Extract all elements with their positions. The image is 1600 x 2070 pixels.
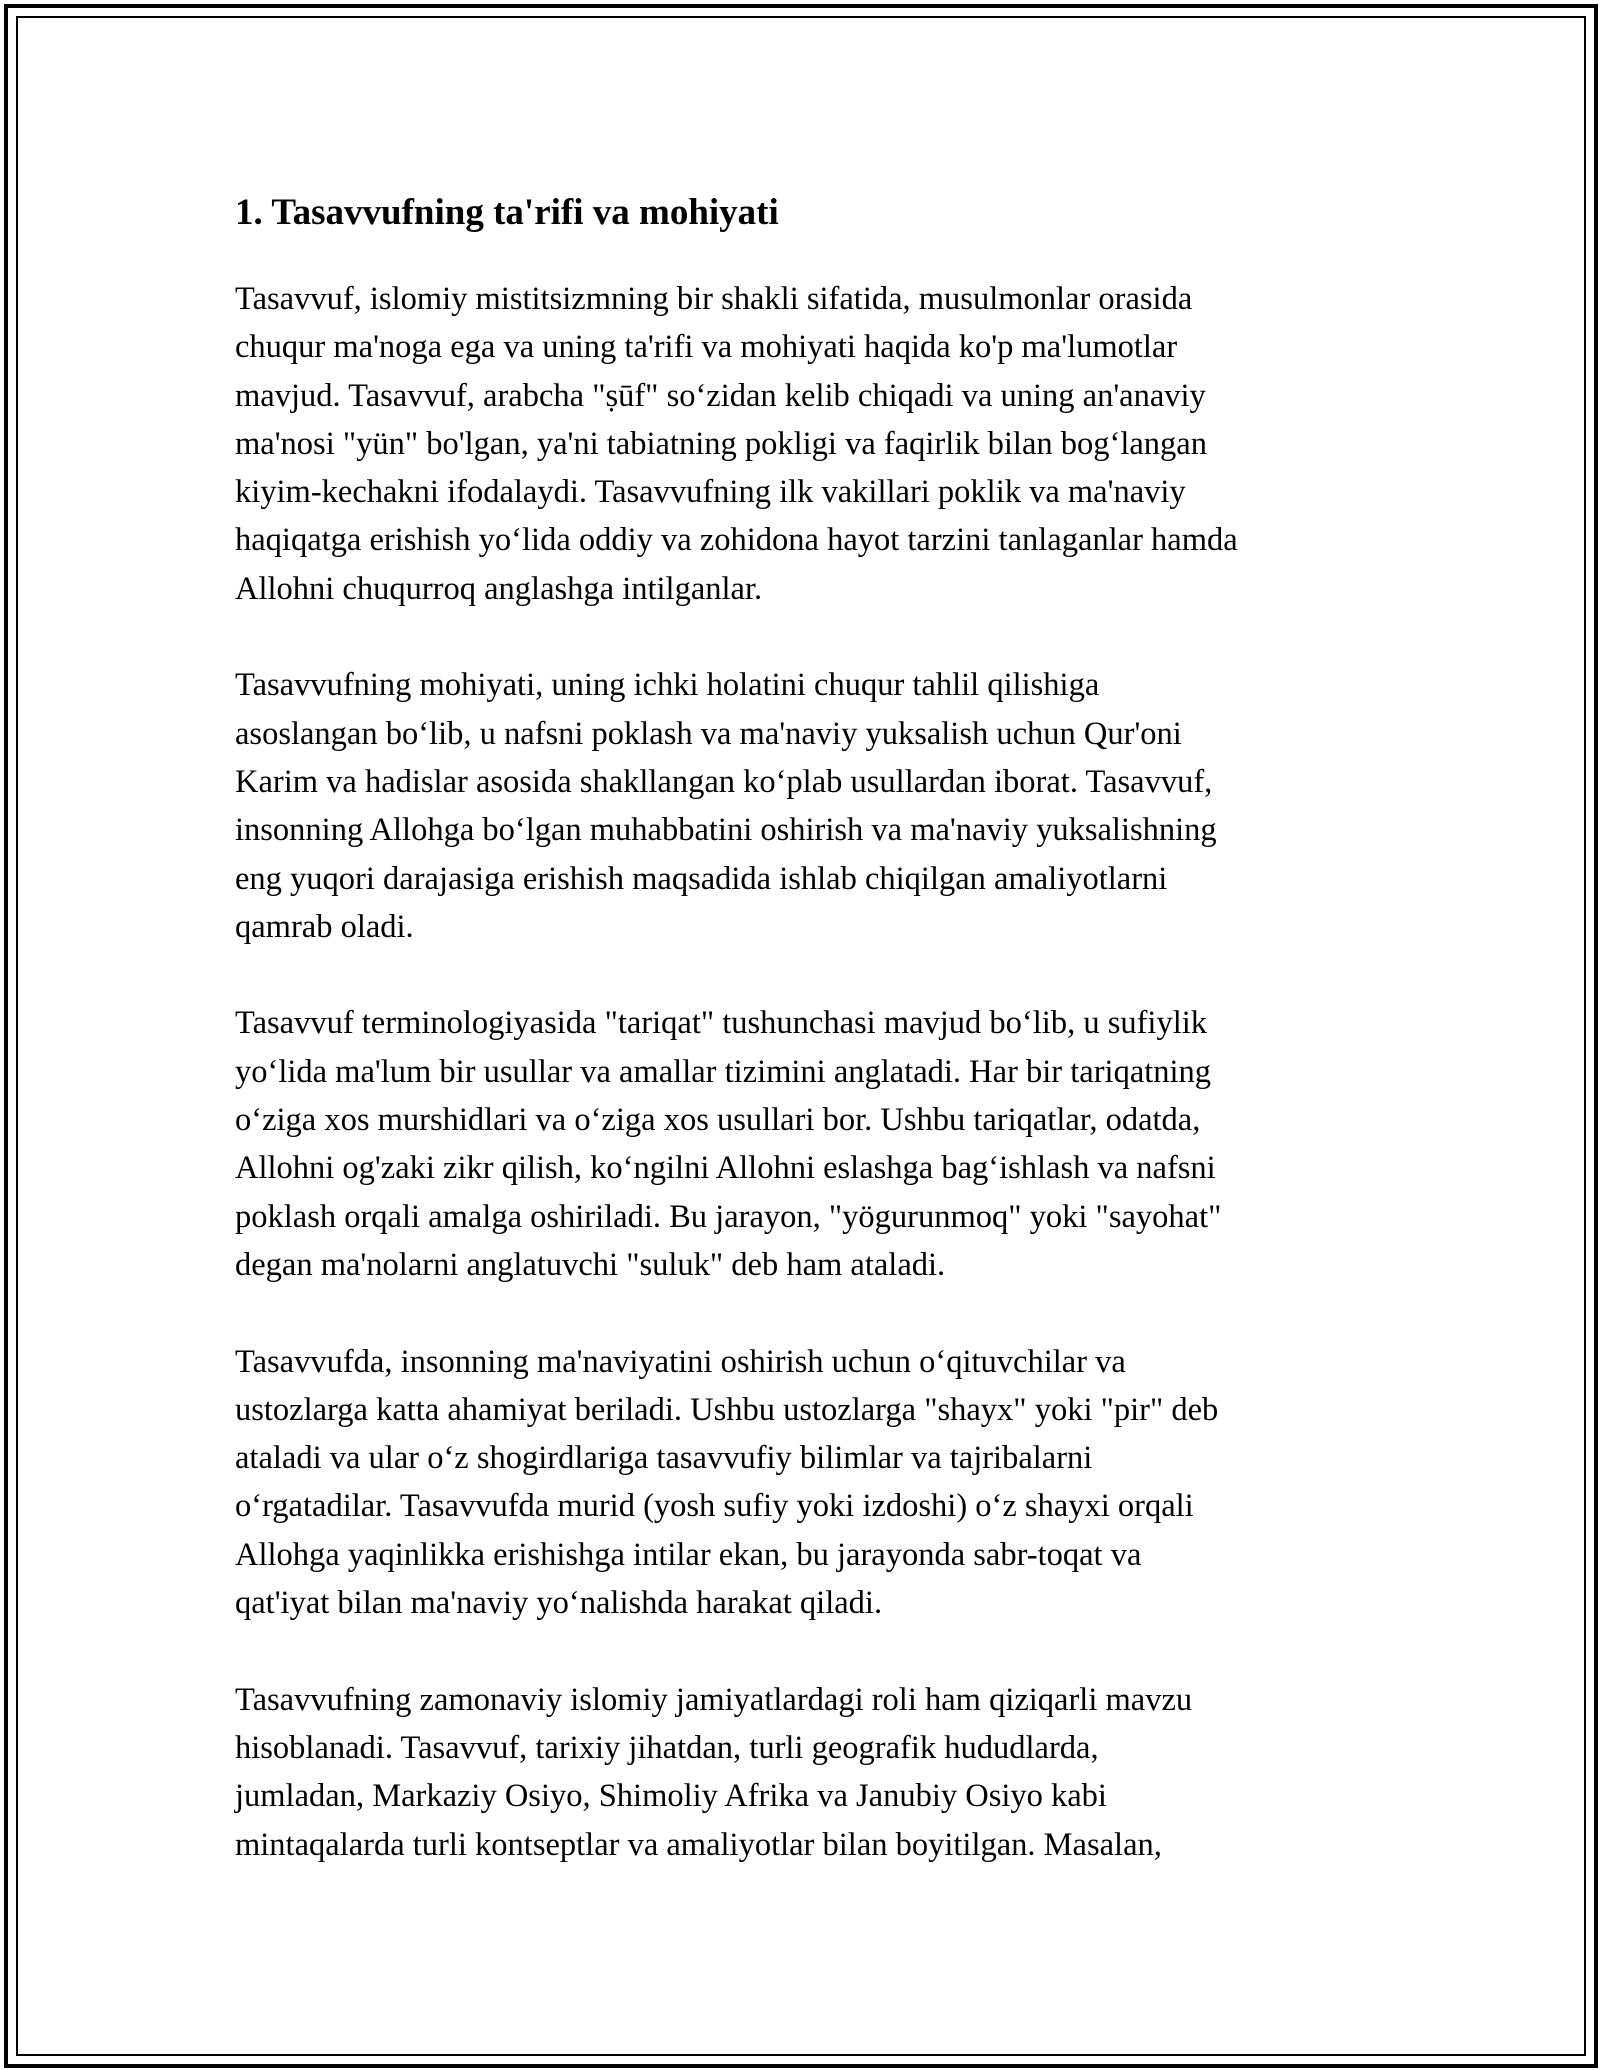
text-line: Allohni chuqurroq anglashga intilganlar. [235,570,763,607]
paragraph [235,661,1375,951]
text-line: Allohga yaqinlikka erishishga intilar ekan, bu jarayonda sabr-toqat va [235,1536,1142,1573]
text-line: qat'iyat bilan ma'naviy yo‘nalishda harakat qiladi. [235,1585,883,1622]
text-line: asoslangan bo‘lib, u nafsni poklash va ma'naviy yuksalish uchun Qur'oni [235,715,1182,752]
text-line: o‘rgatadilar. Tasavvufda murid (yosh sufiy yoki izdoshi) o‘z shayxi orqali [235,1488,1194,1525]
text-line: insonning Allohga bo‘lgan muhabbatini oshirish va ma'naviy yuksalishning [235,812,1217,849]
text-line: mavjud. Tasavvuf, arabcha "ṣūf" so‘zidan kelib chiqadi va uning an'anaviy [235,377,1206,414]
text-line: eng yuqori darajasiga erishish maqsadida ishlab chiqilgan amaliyotlarni [235,860,1168,897]
text-line: Karim va hadislar asosida shakllangan ko‘plab usullardan iborat. Tasavvuf, [235,763,1213,800]
text-line: Tasavvuf, islomiy mistitsizmning bir shakli sifatida, musulmonlar orasida [235,281,1193,317]
text-line: Tasavvufning zamonaviy islomiy jamiyatlardagi roli ham qiziqarli mavzu [235,1681,1193,1718]
text-line: yo‘lida ma'lum bir usullar va amallar tizimini anglatadi. Har bir tariqatning [235,1053,1212,1090]
text-line: poklash orqali amalga oshiriladi. Bu jarayon, "yögurunmoq" yoki "sayohat" [235,1198,1222,1235]
section-heading: 1. Tasavvufning ta'rifi va mohiyati [235,192,779,233]
paragraphs [235,275,1375,1869]
paragraph [235,275,1375,613]
text-line: mintaqalarda turli kontseptlar va amaliyotlar bilan boyitilgan. Masalan, [235,1826,1162,1863]
text-line: Tasavvufda, insonning ma'naviyatini oshirish uchun o‘qituvchilar va [235,1343,1126,1380]
text-line: Allohni og'zaki zikr qilish, ko‘ngilni Allohni eslashga bag‘ishlash va nafsni [235,1150,1216,1187]
text-line: jumladan, Markaziy Osiyo, Shimoliy Afrika va Janubiy Osiyo kabi [235,1778,1107,1815]
text-line: ataladi va ular o‘z shogirdlariga tasavvufiy bilimlar va tajribalarni [235,1440,1093,1477]
text-line: kiyim-kechakni ifodalaydi. Tasavvufning ilk vakillari poklik va ma'naviy [235,474,1186,511]
text-line: degan ma'nolarni anglatuvchi "suluk" deb ham ataladi. [235,1246,946,1283]
text-line: Tasavvufning mohiyati, uning ichki holatini chuqur tahlil qilishiga [235,667,1100,704]
text-line: ustozlarga katta ahamiyat beriladi. Ushbu ustozlarga "shayx" yoki "pir" deb [235,1391,1219,1428]
paragraph [235,1676,1375,1869]
text-line: ma'nosi "yün" bo'lgan, ya'ni tabiatning pokligi va faqirlik bilan bog‘langan [235,425,1207,462]
paragraph [235,1338,1375,1628]
document-body [235,185,1375,1917]
text-line: hisoblanadi. Tasavvuf, tarixiy jihatdan, turli geografik hududlarda, [235,1729,1099,1766]
text-line: qamrab oladi. [235,908,414,945]
text-line: Tasavvuf terminologiyasida "tariqat" tushunchasi mavjud bo‘lib, u sufiylik [235,1005,1208,1042]
text-line: chuqur ma'noga ega va uning ta'rifi va mohiyati haqida ko'p ma'lumotlar [235,329,1178,366]
text-line: o‘ziga xos murshidlari va o‘ziga xos usullari bor. Ushbu tariqatlar, odatda, [235,1102,1201,1139]
text-line: haqiqatga erishish yo‘lida oddiy va zohidona hayot tarzini tanlaganlar hamda [235,522,1238,559]
paragraph [235,999,1375,1289]
